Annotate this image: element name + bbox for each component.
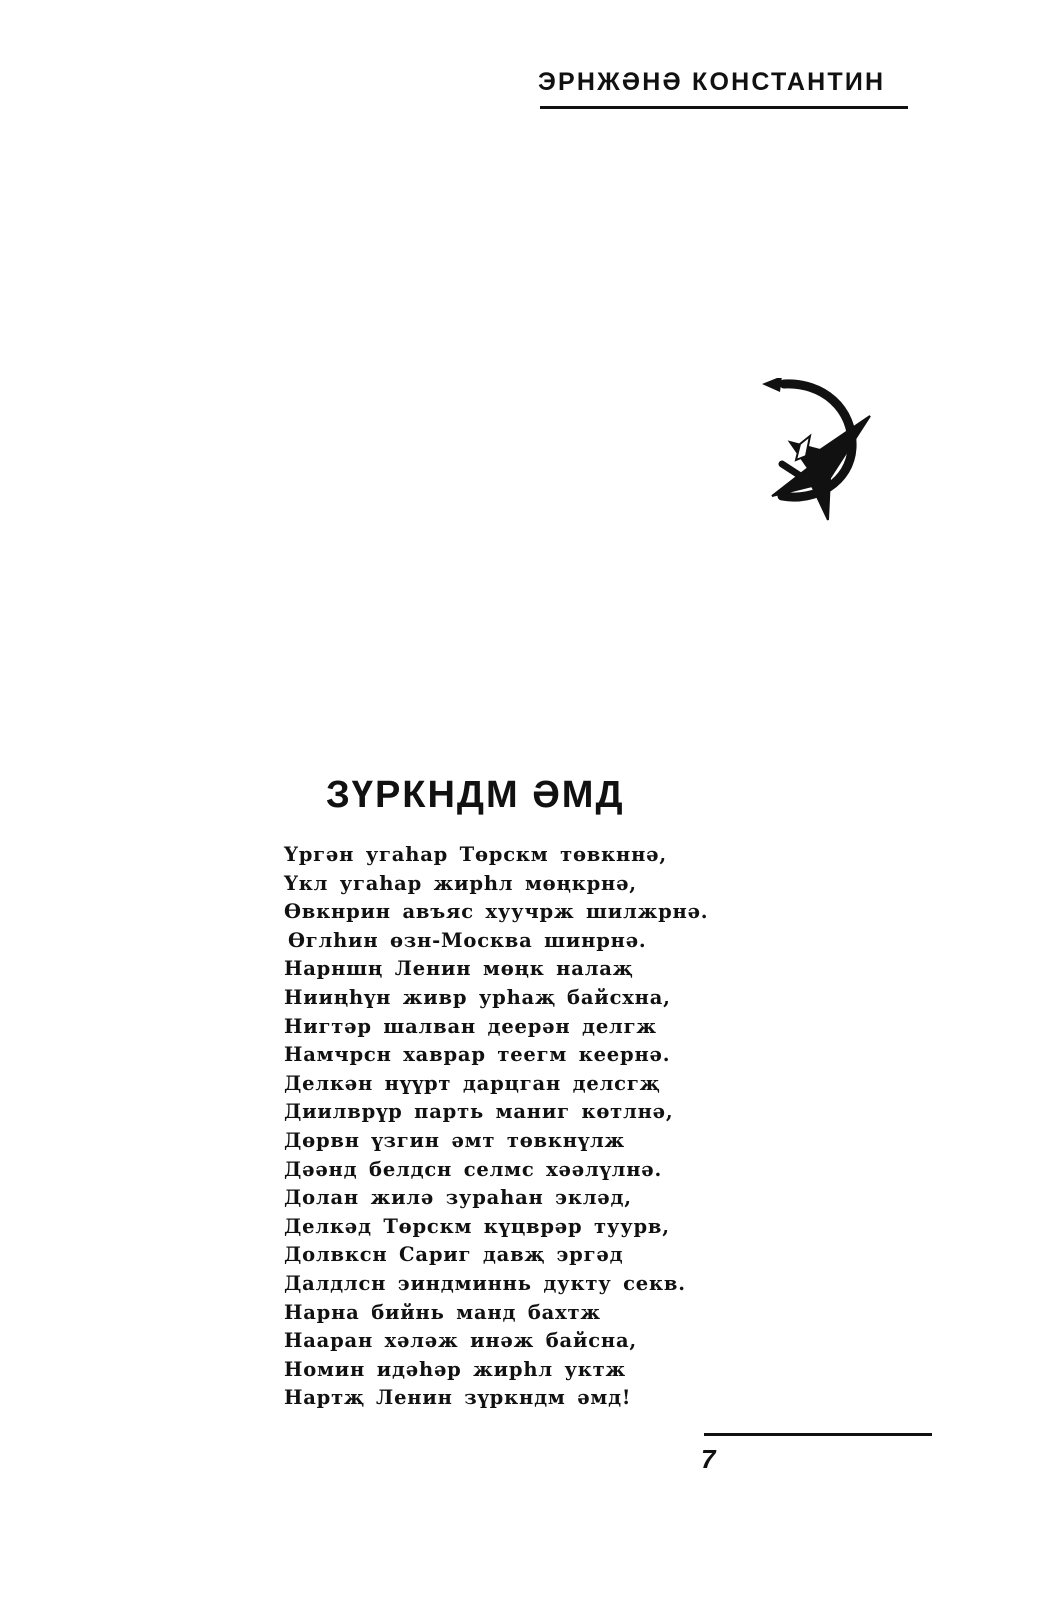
poem-line: Делкәд Төрскм күцврәр туурв, <box>284 1214 670 1238</box>
footer-rule <box>704 1433 932 1436</box>
poem-line: Өвкнрин авъяс хуучрж шилжрнә. <box>284 900 709 924</box>
poem-line: Делкән нүүрт дарцган делсгҗ <box>284 1071 661 1095</box>
header-rule <box>540 106 908 109</box>
emblem-mark <box>762 378 870 520</box>
poem-line: Намчрсн хаврар теегм кеернә. <box>284 1043 671 1067</box>
poem-line: Дәәнд белдсн селмс хәәлүлнә. <box>284 1157 663 1181</box>
poem-line: Дөрвн үзгин әмт төвкнүлж <box>284 1128 626 1152</box>
poem-line: Долвксн Сариг давҗ эргәд <box>284 1243 624 1267</box>
poem-line: Нарншң Ленин мөңк налаҗ <box>284 957 634 981</box>
star-hammer-sickle-icon <box>760 378 900 538</box>
poem-lines <box>284 841 708 1413</box>
sickle-tip <box>762 378 782 392</box>
poem-line: Нартҗ Ленин зүркндм әмд! <box>284 1386 632 1410</box>
poem-line: Далдлсн эиндминнь дукту секв. <box>284 1271 686 1295</box>
page-number: 7 <box>701 1444 716 1474</box>
poem-line: Өглһин өзн-Москва шинрнә. <box>288 928 647 952</box>
author-name: ЭРНЖӘНӘ КОНСТАНТИН <box>538 68 886 96</box>
poem-line: Долан жилә зураһан экләд, <box>284 1186 632 1210</box>
poem-line: Нааран хәләж инәж байсна, <box>284 1329 637 1353</box>
poem-line: Номин идәһәр жирһл уктж <box>284 1357 627 1381</box>
poem-line: Үргән угаһар Төрскм төвкннә, <box>284 843 667 866</box>
poem-line: Үкл угаһар жирһл мөңкрнә, <box>284 871 637 895</box>
poem-line: Нигтәр шалван деерән делгж <box>284 1014 657 1038</box>
poem-title: ЗҮРКНДМ ӘМД <box>326 774 625 816</box>
poem-line: Нарна бийнь манд бахтж <box>284 1300 601 1324</box>
poem-line: Нииңһүн живр урһаҗ байсхна, <box>284 985 671 1009</box>
poem-line: Диилврүр парть маниг көтлнә, <box>284 1100 674 1124</box>
